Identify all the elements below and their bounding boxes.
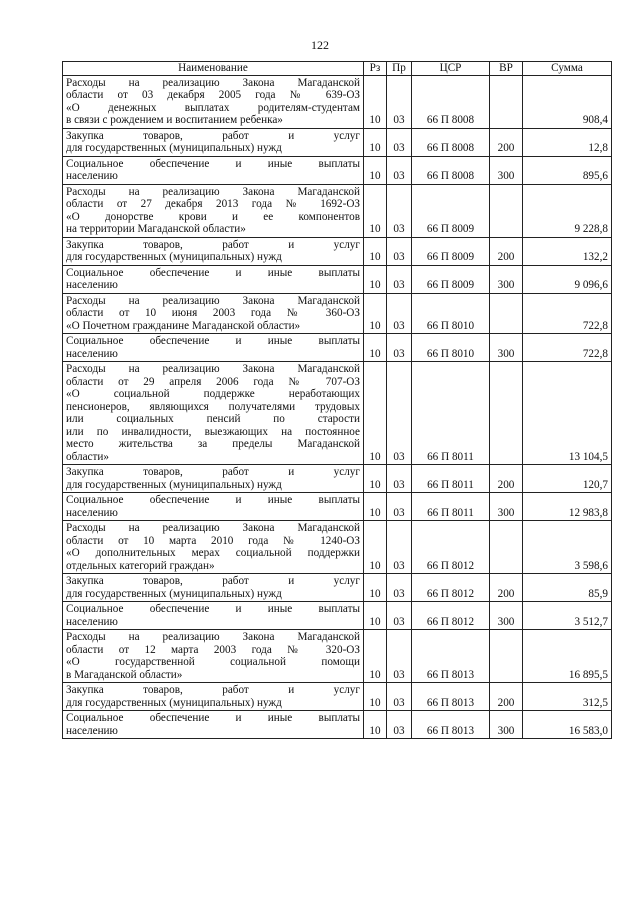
table-row: [63, 630, 612, 683]
table-row: [63, 362, 612, 465]
row-name-line: Социальное обеспечение и иные выплаты: [66, 157, 360, 170]
row-rz-cell: 10: [364, 237, 387, 265]
row-pr-cell: 03: [387, 184, 412, 237]
row-vr-cell: [490, 75, 523, 128]
row-name-line: населению: [66, 170, 118, 182]
row-name-line: отдельных категорий граждан»: [66, 559, 215, 572]
row-name-line: или социальных пенсий по старости: [66, 413, 360, 425]
header-name: Наименование: [63, 62, 364, 76]
row-vr-cell: [490, 293, 523, 334]
row-csr-cell: 66 П 8013: [412, 683, 490, 711]
row-name-line: Расходы на реализацию Закона Магаданской: [66, 185, 360, 198]
row-sum-cell: 85,9: [523, 574, 612, 602]
row-name-cell: [63, 602, 364, 630]
row-name-line: Расходы на реализацию Закона Магаданской: [66, 631, 360, 643]
row-name-line: «О социальной поддержке неработающих: [66, 388, 360, 400]
row-name-cell: [63, 711, 364, 739]
row-rz-cell: 10: [364, 265, 387, 293]
header-sum: Сумма: [523, 62, 612, 76]
row-name-line: области»: [66, 450, 109, 463]
row-vr-cell: 300: [490, 265, 523, 293]
row-name-cell: [63, 362, 364, 465]
row-pr-cell: 03: [387, 521, 412, 574]
row-csr-cell: 66 П 8009: [412, 184, 490, 237]
row-sum-cell: 312,5: [523, 683, 612, 711]
row-pr-cell: 03: [387, 602, 412, 630]
row-name-line: «О денежных выплатах родителям-студентам: [66, 101, 360, 114]
row-vr-cell: 200: [490, 465, 523, 493]
row-vr-cell: 300: [490, 602, 523, 630]
row-rz-cell: 10: [364, 156, 387, 184]
row-name-line: области от 27 декабря 2013 года № 1692-ОЗ: [66, 198, 360, 210]
row-pr-cell: 03: [387, 683, 412, 711]
page-number: 122: [311, 38, 329, 52]
table-row: [63, 683, 612, 711]
row-sum-cell: 722,8: [523, 334, 612, 362]
row-sum-cell: 9 096,6: [523, 265, 612, 293]
row-name-line: области от 12 марта 2003 года № 320-ОЗ: [66, 643, 360, 656]
row-rz-cell: 10: [364, 128, 387, 156]
row-name-line: в Магаданской области»: [66, 668, 183, 681]
row-pr-cell: 03: [387, 630, 412, 683]
header-pr: Пр: [387, 62, 412, 76]
row-pr-cell: 03: [387, 362, 412, 465]
row-name-line: для государственных (муниципальных) нужд: [66, 696, 282, 709]
row-name-line: на территории Магаданской области»: [66, 223, 246, 235]
row-rz-cell: 10: [364, 362, 387, 465]
row-name-line: «О Почетном гражданине Магаданской области»: [66, 319, 301, 332]
row-name-line: место жительства за пределы Магаданской: [66, 438, 360, 450]
row-name-line: для государственных (муниципальных) нужд: [66, 251, 282, 263]
row-name-line: населению: [66, 347, 118, 360]
row-name-line: Расходы на реализацию Закона Магаданской: [66, 294, 360, 307]
row-csr-cell: 66 П 8012: [412, 521, 490, 574]
row-csr-cell: 66 П 8012: [412, 574, 490, 602]
row-name-cell: [63, 75, 364, 128]
row-name-cell: [63, 293, 364, 334]
row-rz-cell: 10: [364, 184, 387, 237]
row-name-cell: [63, 493, 364, 521]
row-csr-cell: 66 П 8011: [412, 465, 490, 493]
table-row: [63, 237, 612, 265]
row-name-line: Социальное обеспечение и иные выплаты: [66, 266, 360, 279]
row-pr-cell: 03: [387, 265, 412, 293]
row-vr-cell: 200: [490, 237, 523, 265]
row-name-line: пенсионеров, являющихся получателями трудовых: [66, 400, 360, 413]
row-pr-cell: 03: [387, 574, 412, 602]
row-name-line: населению: [66, 279, 118, 291]
header-rz: Рз: [364, 62, 387, 76]
row-name-cell: [63, 156, 364, 184]
row-sum-cell: 3 598,6: [523, 521, 612, 574]
row-name-line: Социальное обеспечение и иные выплаты: [66, 603, 360, 615]
row-rz-cell: 10: [364, 493, 387, 521]
table-row: [63, 293, 612, 334]
row-csr-cell: 66 П 8013: [412, 630, 490, 683]
table-row: [63, 493, 612, 521]
row-rz-cell: 10: [364, 574, 387, 602]
row-sum-cell: 16 895,5: [523, 630, 612, 683]
row-csr-cell: 66 П 8008: [412, 128, 490, 156]
table-row: [63, 75, 612, 128]
row-vr-cell: 300: [490, 493, 523, 521]
row-name-line: населению: [66, 724, 118, 737]
table-row: [63, 184, 612, 237]
row-csr-cell: 66 П 8012: [412, 602, 490, 630]
row-pr-cell: 03: [387, 293, 412, 334]
row-csr-cell: 66 П 8008: [412, 156, 490, 184]
row-name-line: для государственных (муниципальных) нужд: [66, 142, 282, 154]
table-row: [63, 334, 612, 362]
row-sum-cell: 9 228,8: [523, 184, 612, 237]
row-name-line: или по инвалидности, выезжающих на постоянное: [66, 425, 360, 438]
header-vr: ВР: [490, 62, 523, 76]
row-name-cell: [63, 128, 364, 156]
table-row: [63, 128, 612, 156]
row-sum-cell: 16 583,0: [523, 711, 612, 739]
row-rz-cell: 10: [364, 711, 387, 739]
row-csr-cell: 66 П 8009: [412, 237, 490, 265]
table-body: [63, 75, 612, 739]
row-sum-cell: 908,4: [523, 75, 612, 128]
row-name-line: области от 29 апреля 2006 года № 707-ОЗ: [66, 375, 360, 388]
row-name-line: Расходы на реализацию Закона Магаданской: [66, 363, 360, 375]
row-sum-cell: 722,8: [523, 293, 612, 334]
row-rz-cell: 10: [364, 630, 387, 683]
row-csr-cell: 66 П 8011: [412, 493, 490, 521]
row-name-cell: [63, 334, 364, 362]
row-csr-cell: 66 П 8008: [412, 75, 490, 128]
table-header-row: [63, 62, 612, 76]
row-vr-cell: [490, 521, 523, 574]
row-csr-cell: 66 П 8010: [412, 293, 490, 334]
row-name-cell: [63, 265, 364, 293]
row-name-line: Расходы на реализацию Закона Магаданской: [66, 522, 360, 534]
table-row: [63, 711, 612, 739]
row-pr-cell: 03: [387, 156, 412, 184]
row-vr-cell: [490, 630, 523, 683]
row-name-line: «О дополнительных мерах социальной поддержки: [66, 547, 360, 559]
row-name-line: в связи с рождением и воспитанием ребенка»: [66, 114, 283, 126]
row-name-cell: [63, 237, 364, 265]
row-sum-cell: 120,7: [523, 465, 612, 493]
table-row: [63, 265, 612, 293]
row-vr-cell: [490, 362, 523, 465]
row-name-line: «О государственной социальной помощи: [66, 656, 360, 668]
row-name-line: Социальное обеспечение и иные выплаты: [66, 335, 360, 347]
row-csr-cell: 66 П 8010: [412, 334, 490, 362]
row-name-line: области от 03 декабря 2005 года № 639-ОЗ: [66, 89, 360, 101]
row-rz-cell: 10: [364, 75, 387, 128]
row-vr-cell: 300: [490, 156, 523, 184]
row-pr-cell: 03: [387, 75, 412, 128]
row-name-line: для государственных (муниципальных) нужд: [66, 587, 282, 600]
row-name-line: Социальное обеспечение и иные выплаты: [66, 494, 360, 506]
row-vr-cell: 200: [490, 128, 523, 156]
row-rz-cell: 10: [364, 683, 387, 711]
row-name-line: Расходы на реализацию Закона Магаданской: [66, 76, 360, 89]
table-row: [63, 574, 612, 602]
row-rz-cell: 10: [364, 521, 387, 574]
row-vr-cell: 200: [490, 574, 523, 602]
row-name-line: Закупка товаров, работ и услуг: [66, 466, 360, 478]
row-sum-cell: 3 512,7: [523, 602, 612, 630]
row-sum-cell: 132,2: [523, 237, 612, 265]
row-name-line: Социальное обеспечение и иные выплаты: [66, 712, 360, 724]
row-sum-cell: 12,8: [523, 128, 612, 156]
table-row: [63, 156, 612, 184]
row-name-cell: [63, 521, 364, 574]
row-pr-cell: 03: [387, 711, 412, 739]
row-name-line: для государственных (муниципальных) нужд: [66, 478, 282, 491]
row-pr-cell: 03: [387, 334, 412, 362]
budget-table: [62, 61, 612, 739]
row-csr-cell: 66 П 8011: [412, 362, 490, 465]
row-sum-cell: 895,6: [523, 156, 612, 184]
row-pr-cell: 03: [387, 237, 412, 265]
row-name-line: Закупка товаров, работ и услуг: [66, 575, 360, 587]
row-rz-cell: 10: [364, 334, 387, 362]
row-name-line: Закупка товаров, работ и услуг: [66, 129, 360, 142]
row-csr-cell: 66 П 8013: [412, 711, 490, 739]
row-name-line: области от 10 марта 2010 года № 1240-ОЗ: [66, 534, 360, 547]
row-name-cell: [63, 630, 364, 683]
row-sum-cell: 13 104,5: [523, 362, 612, 465]
row-name-line: населению: [66, 615, 118, 628]
row-vr-cell: 300: [490, 711, 523, 739]
row-pr-cell: 03: [387, 493, 412, 521]
row-vr-cell: 300: [490, 334, 523, 362]
row-rz-cell: 10: [364, 293, 387, 334]
row-name-cell: [63, 683, 364, 711]
table-row: [63, 521, 612, 574]
row-pr-cell: 03: [387, 128, 412, 156]
row-csr-cell: 66 П 8009: [412, 265, 490, 293]
table-row: [63, 465, 612, 493]
row-name-line: области от 10 июня 2003 года № 360-ОЗ: [66, 307, 360, 319]
row-name-line: Закупка товаров, работ и услуг: [66, 684, 360, 696]
header-csr: ЦСР: [412, 62, 490, 76]
row-name-cell: [63, 184, 364, 237]
row-name-cell: [63, 574, 364, 602]
row-pr-cell: 03: [387, 465, 412, 493]
row-vr-cell: 200: [490, 683, 523, 711]
row-name-line: населению: [66, 506, 118, 519]
row-vr-cell: [490, 184, 523, 237]
row-name-line: «О донорстве крови и ее компонентов: [66, 210, 360, 223]
row-name-cell: [63, 465, 364, 493]
row-rz-cell: 10: [364, 602, 387, 630]
row-sum-cell: 12 983,8: [523, 493, 612, 521]
row-name-line: Закупка товаров, работ и услуг: [66, 238, 360, 251]
row-rz-cell: 10: [364, 465, 387, 493]
table-row: [63, 602, 612, 630]
